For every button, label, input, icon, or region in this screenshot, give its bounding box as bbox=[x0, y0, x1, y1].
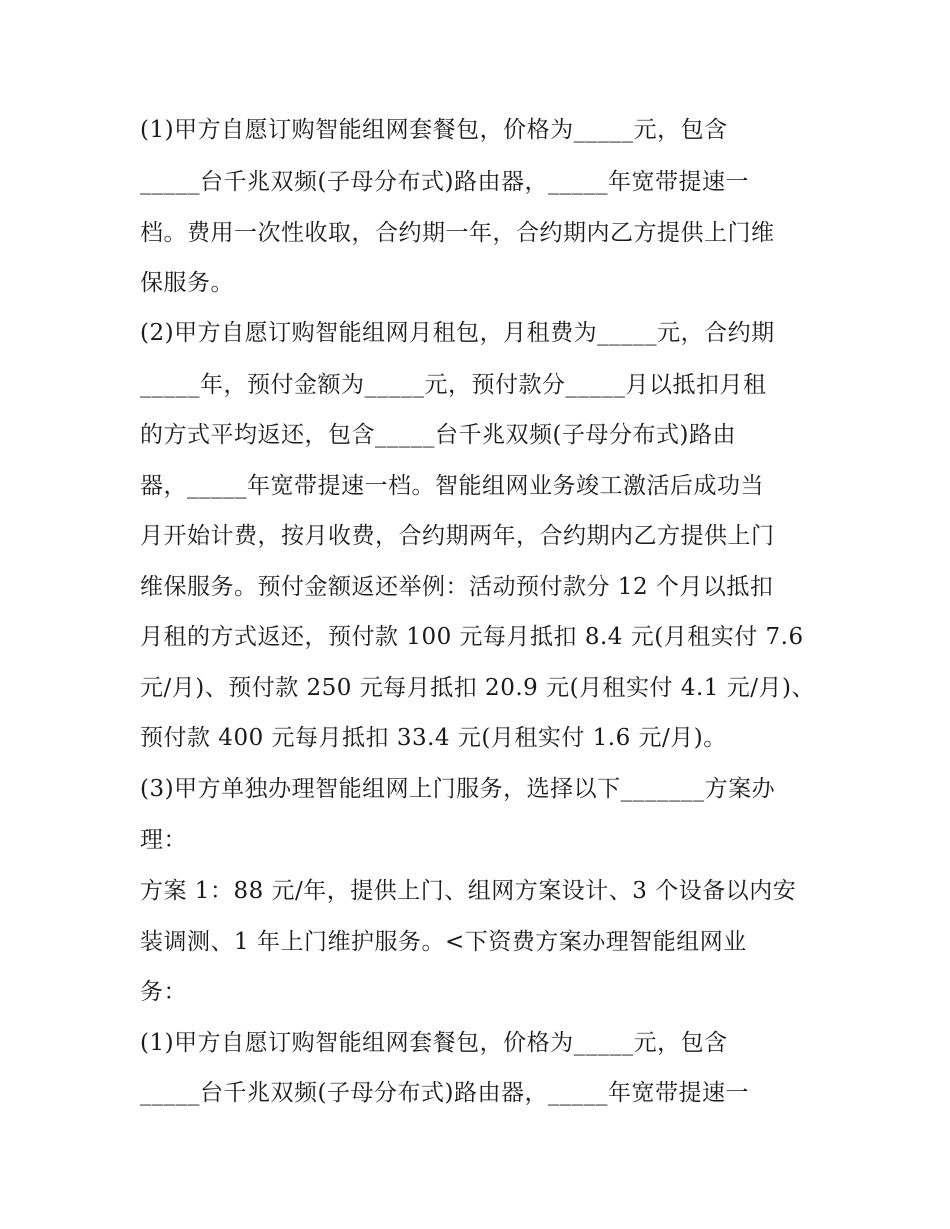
text-line-8: 器，_____年宽带提速一档。智能组网业务竣工激活后成功当 bbox=[140, 473, 764, 499]
text-line-2: _____台千兆双频(子母分布式)路由器，_____年宽带提速一 bbox=[140, 169, 749, 195]
text-line-18: 务： bbox=[140, 979, 187, 1005]
text-line-10: 维保服务。预付金额返还举例：活动预付款分 12 个月以抵扣 bbox=[140, 574, 774, 600]
text-line-19: (1)甲方自愿订购智能组网套餐包，价格为_____元，包含 bbox=[140, 1030, 728, 1056]
text-line-15: 理： bbox=[140, 827, 187, 853]
text-line-1: (1)甲方自愿订购智能组网套餐包，价格为_____元，包含 bbox=[140, 117, 728, 143]
text-line-9: 月开始计费，按月收费，合约期两年，合约期内乙方提供上门 bbox=[140, 523, 775, 549]
text-line-17: 装调测、1 年上门维护服务。<下资费方案办理智能组网业 bbox=[140, 929, 747, 955]
text-line-7: 的方式平均返还，包含_____台千兆双频(子母分布式)路由 bbox=[140, 422, 736, 448]
text-line-4: 保服务。 bbox=[140, 270, 234, 296]
text-line-11: 月租的方式返还，预付款 100 元每月抵扣 8.4 元(月租实付 7.6 bbox=[140, 624, 804, 650]
text-line-6: _____年，预付金额为_____元，预付款分_____月以抵扣月租 bbox=[140, 372, 767, 398]
text-line-16: 方案 1：88 元/年，提供上门、组网方案设计、3 个设备以内安 bbox=[140, 878, 797, 904]
text-line-5: (2)甲方自愿订购智能组网月租包，月租费为_____元，合约期 bbox=[140, 320, 775, 346]
text-line-12: 元/月)、预付款 250 元每月抵扣 20.9 元(月租实付 4.1 元/月)、 bbox=[140, 675, 815, 701]
text-line-14: (3)甲方单独办理智能组网上门服务，选择以下_______方案办 bbox=[140, 776, 776, 802]
text-line-13: 预付款 400 元每月抵扣 33.4 元(月租实付 1.6 元/月)。 bbox=[140, 725, 727, 751]
text-line-3: 档。费用一次性收取，合约期一年，合约期内乙方提供上门维 bbox=[140, 220, 775, 246]
text-line-20: _____台千兆双频(子母分布式)路由器，_____年宽带提速一 bbox=[140, 1080, 749, 1106]
